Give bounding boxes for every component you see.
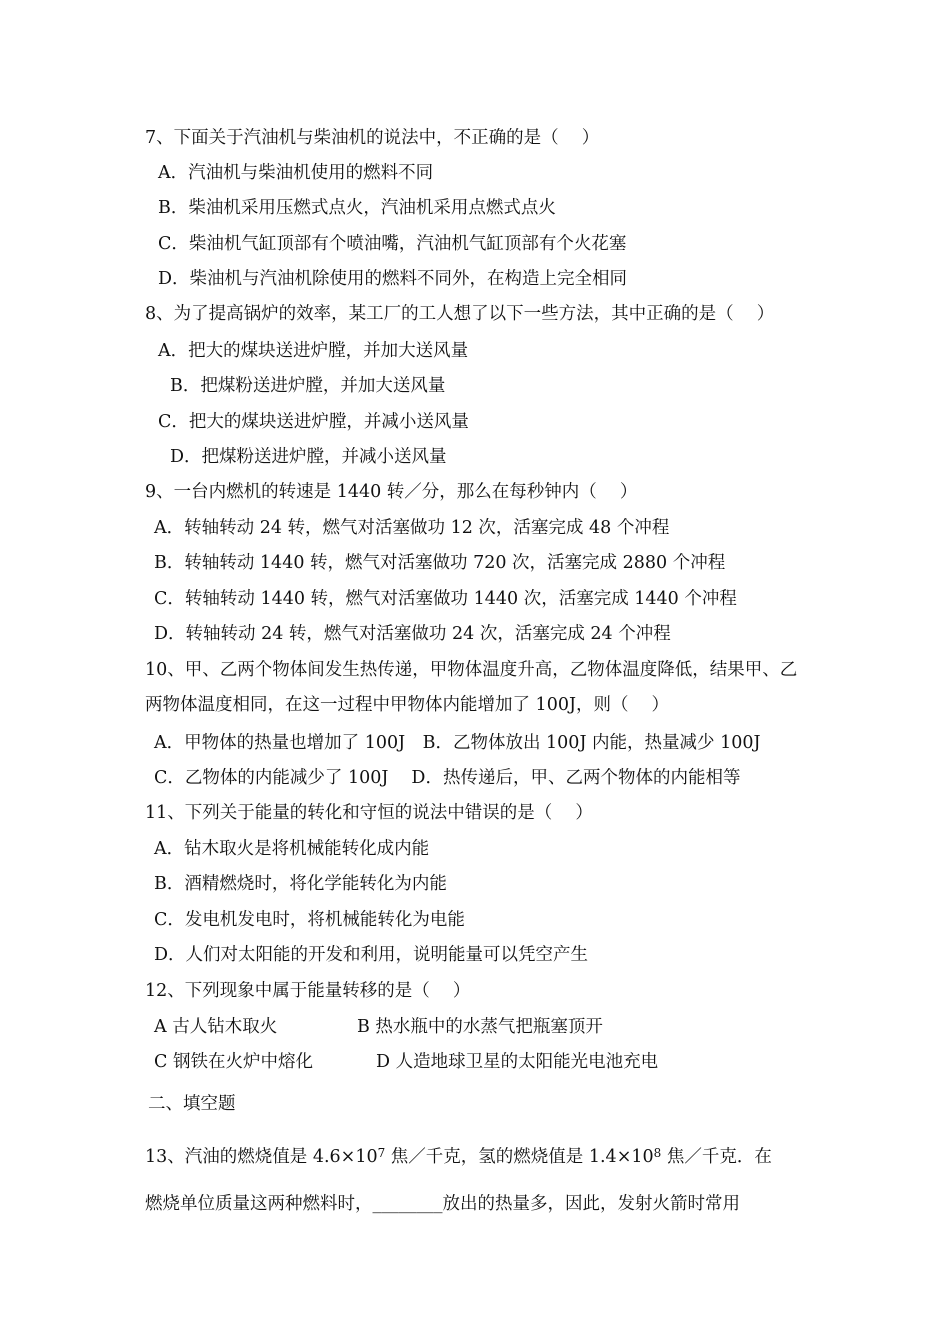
question-13-line-1	[145, 1146, 772, 1168]
question-8-option-c: C．把大的煤块送进炉膛，并减小送风量	[158, 412, 469, 432]
question-10-options-cd: C．乙物体的内能减少了 100J D．热传递后，甲、乙两个物体的内能相等	[154, 768, 741, 788]
q13-exponent-1: 7	[377, 1146, 386, 1160]
question-11-option-b: B．酒精燃烧时，将化学能转化为内能	[154, 874, 447, 894]
question-12-option-d: D 人造地球卫星的太阳能光电池充电	[376, 1052, 659, 1072]
question-7-option-a: A．汽油机与柴油机使用的燃料不同	[158, 163, 434, 183]
question-8-option-d: D．把煤粉送进炉膛，并减小送风量	[170, 447, 447, 467]
question-9-option-b: B．转轴转动 1440 转，燃气对活塞做功 720 次，活塞完成 2880 个冲程	[154, 553, 726, 573]
question-8-option-b: B．把煤粉送进炉膛，并加大送风量	[170, 376, 446, 396]
q13-exponent-2: 8	[653, 1146, 662, 1160]
question-11-option-a: A．钻木取火是将机械能转化成内能	[154, 839, 430, 859]
question-8-stem: 8、为了提高锅炉的效率，某工厂的工人想了以下一些方法，其中正确的是（ ）	[145, 304, 775, 324]
question-7-option-b: B．柴油机采用压燃式点火，汽油机采用点燃式点火	[158, 198, 556, 218]
question-11-option-c: C．发电机发电时，将机械能转化为电能	[154, 910, 465, 930]
question-12-stem: 12、下列现象中属于能量转移的是（ ）	[145, 981, 471, 1001]
question-10-stem-line-2: 两物体温度相同，在这一过程中甲物体内能增加了 100J，则（ ）	[145, 695, 670, 715]
question-12-option-c: C 钢铁在火炉中熔化	[154, 1052, 313, 1072]
question-10-options-ab: A．甲物体的热量也增加了 100J B．乙物体放出 100J 内能，热量减少 100J	[154, 733, 761, 753]
question-12-option-a: A 古人钻木取火	[154, 1017, 278, 1037]
question-10-stem-line-1: 10、甲、乙两个物体间发生热传递，甲物体温度升高，乙物体温度降低，结果甲、乙	[145, 660, 798, 680]
question-7-option-c: C．柴油机气缸顶部有个喷油嘴，汽油机气缸顶部有个火花塞	[158, 234, 627, 254]
q13-text-1: 13、汽油的燃烧值是 4.6×10	[145, 1147, 378, 1167]
question-7-stem: 7、下面关于汽油机与柴油机的说法中，不正确的是（ ）	[145, 128, 600, 148]
question-7-option-d: D．柴油机与汽油机除使用的燃料不同外，在构造上完全相同	[158, 269, 628, 289]
question-12-option-b: B 热水瓶中的水蒸气把瓶塞顶开	[357, 1017, 603, 1037]
section-heading: 二、填空题	[148, 1094, 236, 1114]
question-9-option-d: D．转轴转动 24 转，燃气对活塞做功 24 次，活塞完成 24 个冲程	[154, 624, 671, 644]
q13-text-3: 焦／千克．在	[661, 1147, 772, 1167]
question-11-option-d: D．人们对太阳能的开发和利用，说明能量可以凭空产生	[154, 945, 589, 965]
question-9-option-c: C．转轴转动 1440 转，燃气对活塞做功 1440 次，活塞完成 1440 个冲程	[154, 589, 737, 609]
question-9-option-a: A．转轴转动 24 转，燃气对活塞做功 12 次，活塞完成 48 个冲程	[154, 518, 670, 538]
question-9-stem: 9、一台内燃机的转速是 1440 转／分，那么在每秒钟内（ ）	[145, 482, 638, 502]
question-8-option-a: A．把大的煤块送进炉膛，并加大送风量	[158, 341, 469, 361]
q13-text-2: 焦／千克，氢的燃烧值是 1.4×10	[385, 1147, 654, 1167]
question-13-line-2: 燃烧单位质量这两种燃料时，________放出的热量多，因此，发射火箭时常用	[145, 1194, 740, 1214]
question-11-stem: 11、下列关于能量的转化和守恒的说法中错误的是（ ）	[145, 803, 593, 823]
